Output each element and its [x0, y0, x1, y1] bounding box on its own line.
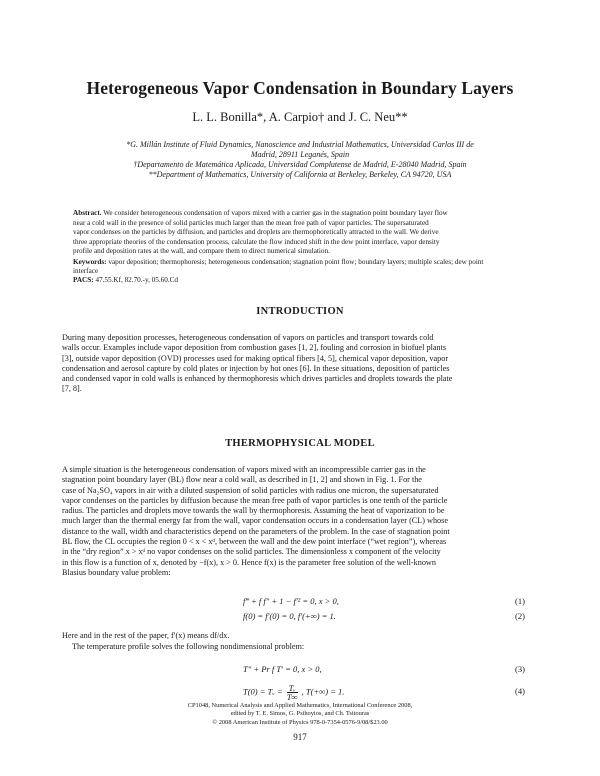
abstract-line: three appropriate theories of the condensation process, calculate the flow induced shift in the dew point interface, vapor density [73, 237, 440, 246]
fraction-numerator: Tᵥ [288, 683, 296, 693]
footer-line: © 2008 American Institute of Physics 978-0-7354-0576-9/08/$23.00 [212, 718, 388, 726]
equation-3: T″ + Pr f T′ = 0, x > 0, [243, 664, 322, 674]
equation-2: f(0) = f′(0) = 0, f′(+∞) = 1. [243, 611, 336, 621]
text-line: A simple situation is the heterogeneous condensation of vapors mixed with an incompressible carrier gas in the [62, 465, 426, 474]
affiliation-line: *G. Millán Institute of Fluid Dynamics, Nanoscience and Industrial Mathematics, Universidad Carlos III de [126, 140, 474, 149]
pacs-text: 47.55.Kf, 82.70.-y, 05.60.Cd [95, 276, 179, 284]
fraction-denominator: T∞ [286, 692, 298, 702]
keywords-continuation: interface [73, 267, 99, 275]
text-line: [7, 8]. [62, 384, 82, 394]
fraction [287, 684, 298, 701]
text-line: distance to the wall, width and characteristics depend on the parameters of the problem. In the case of stagnation point [62, 526, 450, 536]
text-line: During many deposition processes, heterogeneous condensation of vapors on particles and transport towards cold [62, 333, 434, 342]
affiliation-line: Madrid, 28911 Leganés, Spain [250, 150, 350, 159]
text-line: in this flow is a function of x, denoted by −f(x), x > 0. Hence f(x) is the parameter free solution of the well-known [62, 557, 436, 567]
equation-4-lhs: T(0) = Tᵥ = [243, 686, 283, 697]
pacs [73, 276, 528, 286]
section-heading-introduction: INTRODUCTION [256, 306, 344, 317]
pacs-label: PACS: [73, 276, 94, 284]
abstract-text: We consider heterogeneous condensation of vapors mixed with a carrier gas in the stagnation point boundary layer flow [103, 209, 448, 217]
abstract [73, 209, 528, 257]
text-line: and condensed vapor in cold walls is enhanced by thermophoresis which drives particles and droplets towards the plate [62, 374, 453, 384]
footer-citation [0, 702, 600, 727]
equation-4-rhs: , T(+∞) = 1. [301, 686, 345, 697]
equation-number: (2) [515, 611, 525, 621]
text-line: walls occur. Examples include vapor deposition from combustion gases [1, 2], fouling and corrosion in biofuel plants [62, 343, 447, 353]
author-list: L. L. Bonilla*, A. Carpio† and J. C. Neu** [192, 110, 408, 124]
abstract-label: Abstract. [73, 209, 102, 217]
abstract-line: near a cold wall in the presence of solid particles much larger than the mean free path of vapor particles. The supersaturated [73, 218, 429, 227]
affiliation-line: **Department of Mathematics, University of California at Berkeley, Berkeley, CA 94720, USA [148, 170, 452, 179]
abstract-line [73, 209, 528, 219]
equation-1: f‴ + f f″ + 1 − f′² = 0, x > 0, [243, 596, 339, 606]
section-heading-thermophysical-model: THERMOPHYSICAL MODEL [225, 438, 375, 449]
footer-line: CP1048, Numerical Analysis and Applied Mathematics, International Conference 2008, [187, 702, 413, 709]
equation-number: (4) [515, 686, 525, 696]
text-line: The temperature profile solves the following nondimensional problem: [72, 642, 305, 651]
model-paragraph [62, 465, 532, 578]
abstract-line: vapor condenses on the particles by diffusion, and particles and droplets are thermophoretically attracted to the wall. We derive [73, 228, 439, 237]
text-line: much larger than the thermal energy far from the wall, vapor condensation occurs in a condensation layer (CL) whose [62, 516, 448, 526]
text-line: stagnation point boundary layer (BL) flow near a cold wall, as described in [1, 2] and shown in Fig. 1. For the [62, 475, 422, 485]
text-line: BL flow, the CL occupies the region 0 < x < xᵈ, between the wall and the dew point interface (“wet region”), whereas [62, 537, 447, 547]
keywords-text: vapor deposition; thermophoresis; heterogeneous condensation; stagnation point flow; boundary layers; multiple scales; dew point [108, 258, 484, 266]
equation-number: (3) [515, 664, 525, 674]
text-line: in the “dry region” x > xᵈ no vapor condenses on the solid particles. The dimensionless x component of the velocity [62, 547, 441, 557]
text-line: [3], outside vapor deposition (OVD) processes used for making optical fibers [4, 5], chemical vapor deposition, vapor [62, 353, 449, 363]
keywords-label: Keywords: [73, 258, 107, 266]
text-line: Here and in the rest of the paper, f′(x) means df/dx. [62, 631, 230, 640]
footer-line: edited by T. E. Simos, G. Psihoyios, and Ch. Tsitouras [230, 710, 370, 718]
equation-4 [243, 684, 344, 701]
affiliation-line: †Departamento de Matemática Aplicada, Universidad Complutense de Madrid, E-28040 Madrid, Spain [133, 160, 467, 169]
text-line: vapor condenses on the particles by diffusion because the mean free path of vapor particles is one tenth of the particle [62, 495, 448, 505]
text-line: radius. The particles and droplets move towards the wall by thermophoresis. Assuming the heat of vaporization to be [62, 506, 445, 516]
equation-number: (1) [515, 596, 525, 606]
paper-title: Heterogeneous Vapor Condensation in Boundary Layers [86, 78, 514, 98]
abstract-line: profile and deposition rates at the wall, and compare them to direct numerical simulation. [73, 247, 330, 256]
page-number: 917 [293, 732, 307, 742]
text-line: condensation and aerosol capture by cold plates or injection by hot ones [6]. In these situations, deposition of particles [62, 363, 450, 373]
text-line: case of Na₂SO₄ vapors in air with a diluted suspension of solid particles with radius one micron, the supersaturated [62, 485, 439, 495]
text-line: Blasius boundary value problem: [62, 567, 171, 577]
introduction-paragraph [62, 333, 532, 395]
